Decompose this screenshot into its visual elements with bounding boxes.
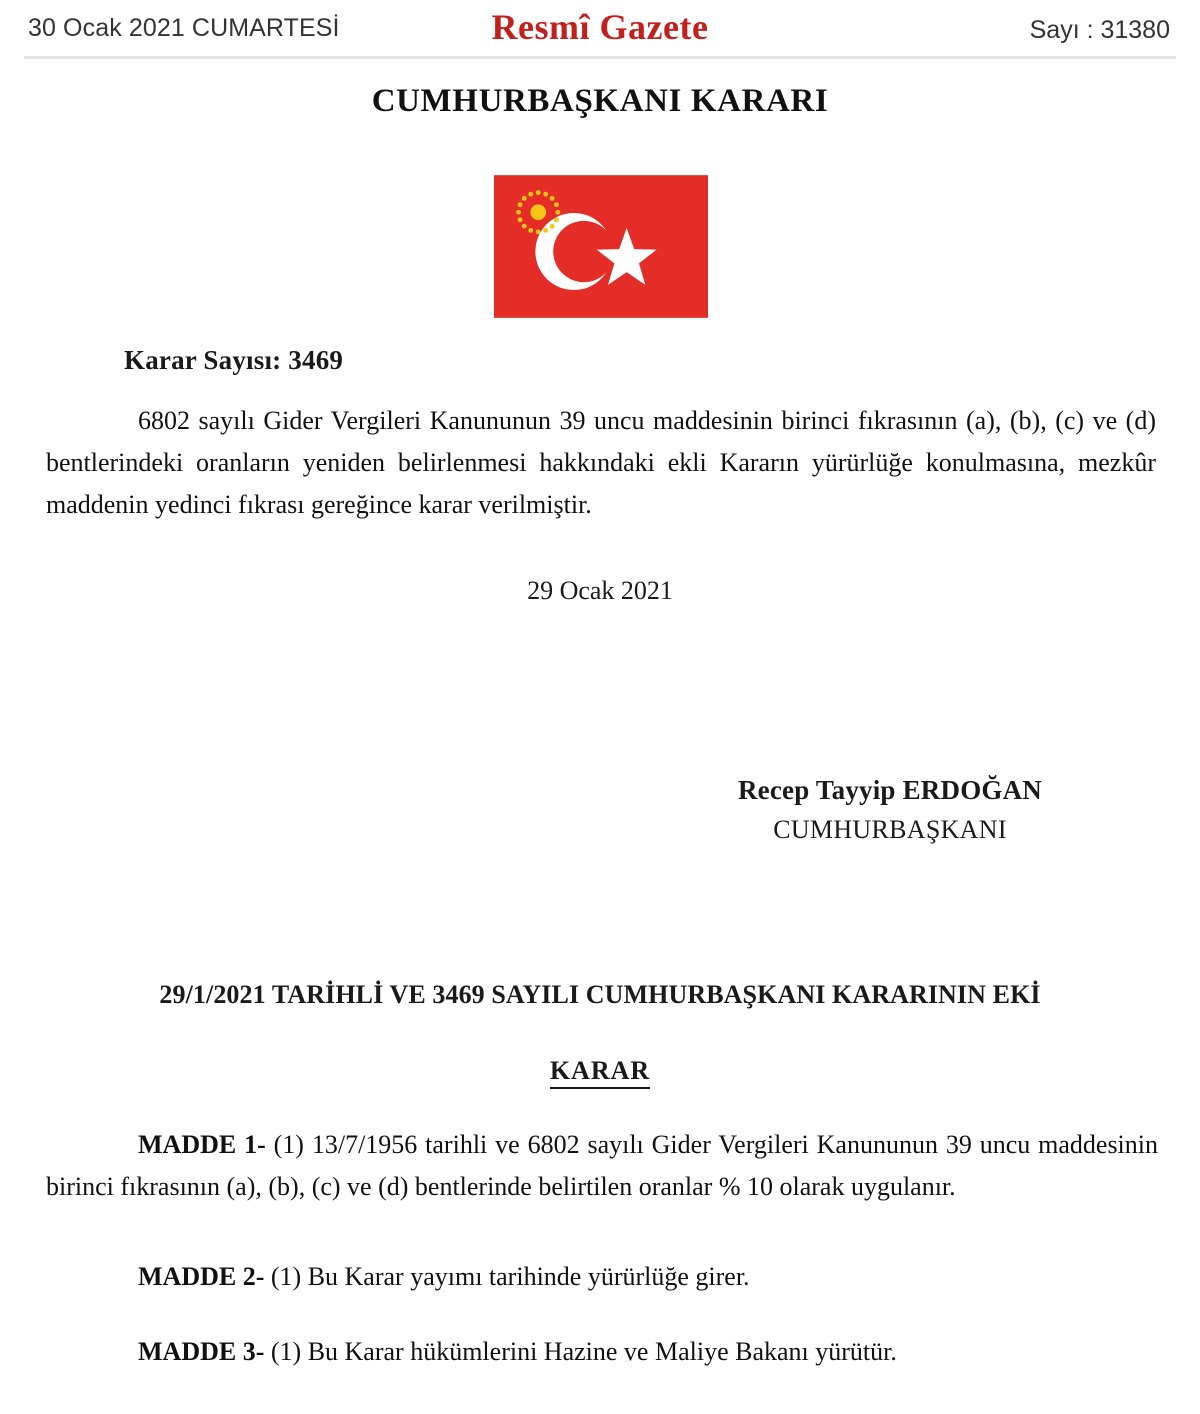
publication-date: 30 Ocak 2021 CUMARTESİ: [28, 14, 340, 42]
signatory-title: CUMHURBAŞKANI: [773, 815, 1007, 844]
article-3-label: MADDE 3-: [138, 1337, 265, 1366]
article-1: [46, 1124, 1158, 1208]
article-2-text: (1) Bu Karar yayımı tarihinde yürürlüğe girer.: [264, 1262, 750, 1291]
flag-svg: [494, 175, 708, 318]
intro-paragraph: 6802 sayılı Gider Vergileri Kanununun 39 uncu maddesinin birinci fıkrasının (a), (b), (c) ve (d) bentlerindeki oranların yeniden belirlenmesi hakkındaki ekli Kararın yürürlüğe konulmasına, mezkûr maddenin yedinci fıkrası gereğince karar verilmiştir.: [46, 406, 1156, 519]
article-2-label: MADDE 2-: [138, 1262, 265, 1291]
article-3-text: (1) Bu Karar hükümlerini Hazine ve Maliye Bakanı yürütür.: [264, 1337, 897, 1366]
gazette-title: Resmî Gazete: [491, 7, 709, 47]
decision-number: Karar Sayısı: 3469: [124, 345, 344, 375]
masthead: [0, 0, 1200, 56]
article-3: [46, 1331, 1158, 1373]
page-title: CUMHURBAŞKANI KARARI: [371, 83, 829, 119]
article-2: [46, 1256, 1158, 1298]
signatory-name: Recep Tayyip ERDOĞAN: [737, 775, 1043, 805]
annex-subheading-text: KARAR: [550, 1056, 650, 1089]
article-1-label: MADDE 1-: [138, 1130, 266, 1159]
signature-block: [620, 770, 1160, 850]
annex-heading: 29/1/2021 TARİHLİ VE 3469 SAYILI CUMHURBAŞKANI KARARININ EKİ: [159, 980, 1041, 1009]
turkish-presidential-flag-icon: [494, 175, 708, 318]
masthead-divider: [24, 56, 1176, 59]
issue-number: Sayı : 31380: [1029, 16, 1170, 44]
article-1-text: (1) 13/7/1956 tarihli ve 6802 sayılı Gider Vergileri Kanununun 39 uncu maddesinin birinci fıkrasının (a), (b), (c) ve (d) bentlerinde belirtilen oranlar % 10 olarak uygulanır.: [46, 1130, 1159, 1201]
signature-date: 29 Ocak 2021: [527, 576, 673, 605]
annex-subheading: [0, 1056, 1200, 1086]
